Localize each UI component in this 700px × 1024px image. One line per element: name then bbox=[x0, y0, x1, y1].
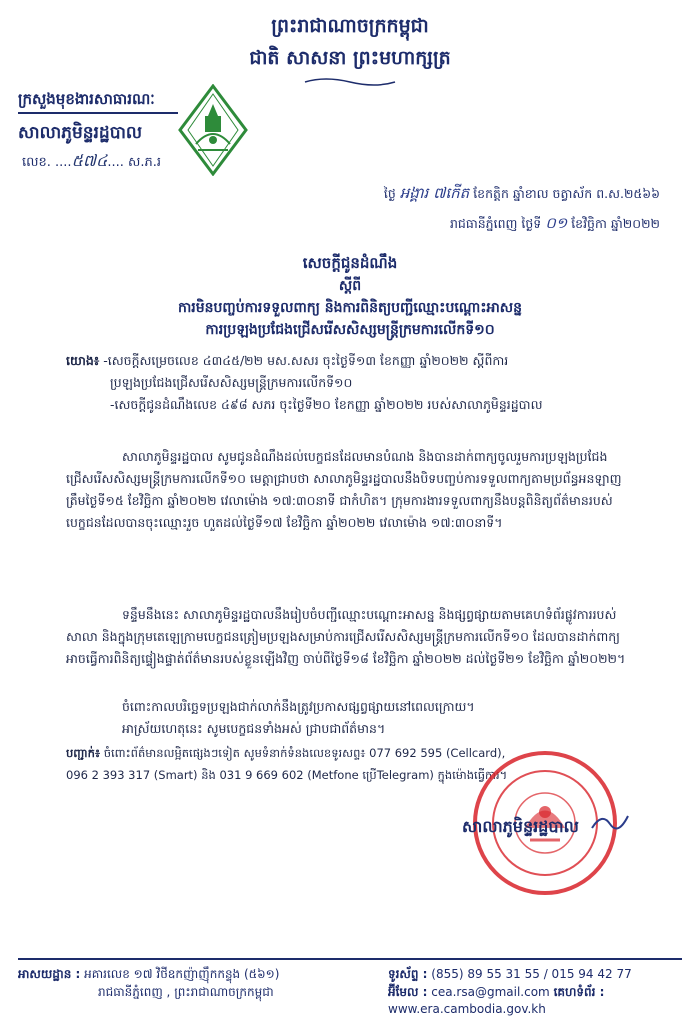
web-label: គេហទំព័រ : bbox=[553, 985, 605, 999]
notice-subject-label: ស្តីពី bbox=[338, 278, 362, 294]
address-label: អាសយដ្ឋាន : bbox=[18, 967, 81, 981]
reference-2: -សេចក្តីជូនដំណឹងលេខ ៤៩៨ សភរ ចុះថ្ងៃទី២០ ខែកញ្ញា ឆ្នាំ២០២២ របស់សាលាភូមិន្ទរដ្ឋបាល bbox=[110, 397, 543, 412]
ministry-name: ក្រសួងមុខងារសាធារណៈ bbox=[18, 90, 155, 108]
phone-label: ទូរស័ព្ទ : bbox=[388, 967, 428, 981]
address-line2: រាជធានីភ្នំពេញ , ព្រះរាជាណាចក្រកម្ពុជា bbox=[98, 985, 274, 999]
kingdom-title: ព្រះរាជាណាចក្រកម្ពុជា bbox=[271, 15, 429, 37]
footer-contact bbox=[388, 966, 688, 1016]
address-line1: អគារលេខ ១៧ វិថីឧកញ៉ាញ៉ឹកកន្ទុង (៥៦១) bbox=[84, 967, 280, 981]
lunar-date-prefix: ថ្ងៃ bbox=[383, 186, 396, 201]
footer-address bbox=[18, 966, 378, 1002]
reference-1a: -សេចក្តីសម្រេចលេខ ៤៣៤៥/២២ មស.សសរ ចុះថ្ងៃទី១៣ ខែកញ្ញា ឆ្នាំ២០២២ ស្តីពីការ bbox=[103, 353, 509, 368]
paragraph-1: សាលាភូមិន្ទរដ្ឋបាល សូមជូនដំណឹងដល់បេក្ខជនដែលមានបំណង និងបានដាក់ពាក្យចូលរួមការប្រឡងប្រជែងជ្រើសរើសសិស្សមន្ត្រីក្រមការលើកទី១០ មេត្តាជ្រាបថា សាលាភូមិន្ទរដ្ឋបាលនឹងបិទបញ្ចប់ការទទួលពាក្យតាមប្រព័ន្ធអនឡាញត្រឹមថ្ងៃទី១៥ ខែវិច្ឆិកា ឆ្នាំ២០២២ វេលាម៉ោង ១៧:៣០នាទី ជាកំហិត។ ក្រុមការងារទទួលពាក្យនឹងបន្តពិនិត្យព័ត៌មានរបស់បេក្ខជនដែលបានចុះឈ្មោះរួច ហួតដល់ថ្ងៃទី១៧ ខែវិច្ឆិកា ឆ្នាំ២០២២ វេលាម៉ោង ១៧:៣០នាទី។ bbox=[66, 449, 622, 530]
footer-divider bbox=[18, 958, 682, 960]
note-line-a: ចំពោះព័ត៌មានលម្អិតផ្សេងៗទៀត សូមទំនាក់ទំនងលេខទូរសព្ទ៖ 077 692 595 (Cellcard), bbox=[103, 746, 506, 760]
email-label: អ៊ីមែល : bbox=[388, 985, 428, 999]
note-line-b: 096 2 393 317 (Smart) និង 031 9 669 602 (Metfone ប្រើTelegram) ក្នុងម៉ោងធ្វើការ។ bbox=[66, 768, 508, 782]
motto-ornament bbox=[300, 76, 400, 88]
note-label: បញ្ជាក់៖ bbox=[66, 746, 101, 760]
notice-subject-line1: ការមិនបញ្ចប់ការទទួលពាក្យ និងការពិនិត្យបញ្ជីឈ្មោះបណ្តោះអាសន្ន bbox=[177, 300, 523, 316]
place-date-rest: ខែវិច្ឆិកា ឆ្នាំ២០២២ bbox=[571, 216, 660, 231]
web-link[interactable]: www.era.cambodia.gov.kh bbox=[388, 1002, 546, 1016]
lunar-date-handwritten: អង្គារ ៧កើត bbox=[399, 184, 470, 202]
ministry-underline bbox=[18, 112, 178, 114]
paragraph-2: ទន្ទឹមនឹងនេះ សាលាភូមិន្ទរដ្ឋបាលនឹងរៀបចំបញ្ជីឈ្មោះបណ្តោះអាសន្ន និងផ្សព្វផ្សាយតាមគេហទំព័រផ្លូវការរបស់សាលា និងក្នុងក្រុមតេឡេក្រាមបេក្ខជនត្រៀមប្រឡងសម្រាប់ការជ្រើសរើសសិស្សមន្ត្រីក្រមការលើកទី១០ ដែលបានដាក់ពាក្យអាចធ្វើការពិនិត្យផ្ទៀងផ្ទាត់ព័ត៌មានរបស់ខ្លួនឡើងវិញ ចាប់ពីថ្ងៃទី១៨ ខែវិច្ឆិកា ឆ្នាំ២០២២ ដល់ថ្ងៃទី២១ ខែវិច្ឆិកា ឆ្នាំ២០២២។ bbox=[66, 607, 626, 666]
place-date-prefix: រាជធានីភ្នំពេញ ថ្ងៃទី bbox=[449, 216, 542, 231]
school-logo-icon bbox=[178, 84, 248, 176]
reference-number: លេខ. ....៥៧៤.... ស.ភ.រ bbox=[22, 151, 162, 170]
phone-value: (855) 89 55 31 55 / 015 94 42 77 bbox=[431, 967, 632, 981]
paragraph-4: អាស្រ័យហេតុនេះ សូមបេក្ខជនទាំងអស់ ជ្រាបជាព័ត៌មាន។ bbox=[122, 721, 386, 736]
national-motto: ជាតិ សាសនា ព្រះមហាក្សត្រ bbox=[249, 47, 451, 69]
ref-prefix: លេខ. bbox=[22, 155, 51, 170]
ref-suffix: ស.ភ.រ bbox=[128, 155, 162, 170]
paragraph-3: ចំពោះកាលបរិច្ឆេទប្រឡងជាក់លាក់នឹងត្រូវប្រកាសផ្សព្វផ្សាយនៅពេលក្រោយ។ bbox=[122, 699, 475, 714]
ref-number-handwritten: ៥៧៤ bbox=[71, 151, 108, 170]
office-name: សាលាភូមិន្ទរដ្ឋបាល bbox=[18, 123, 143, 143]
day-handwritten: ០១ bbox=[545, 214, 568, 232]
place-date bbox=[450, 214, 660, 236]
notice-title: សេចក្តីជូនដំណឹង bbox=[302, 254, 398, 272]
reference-block bbox=[66, 350, 626, 416]
signatory-name: សាលាភូមិន្ទរដ្ឋបាល bbox=[462, 817, 579, 836]
reference-label: យោង៖ bbox=[66, 353, 100, 368]
email-link[interactable]: cea.rsa@gmail.com bbox=[431, 985, 550, 999]
reference-1b: ប្រឡងប្រជែងជ្រើសរើសសិស្សមន្ត្រីក្រមការលើកទី១០ bbox=[110, 375, 353, 390]
lunar-date bbox=[384, 184, 660, 206]
lunar-date-rest: ខែកត្តិក ឆ្នាំខាល ចត្វាស័ក ព.ស.២៥៦៦ bbox=[473, 186, 660, 201]
signature-mark bbox=[590, 810, 630, 834]
notice-subject-line2: ការប្រឡងប្រជែងជ្រើសរើសសិស្សមន្ត្រីក្រមការលើកទី១០ bbox=[205, 322, 495, 338]
